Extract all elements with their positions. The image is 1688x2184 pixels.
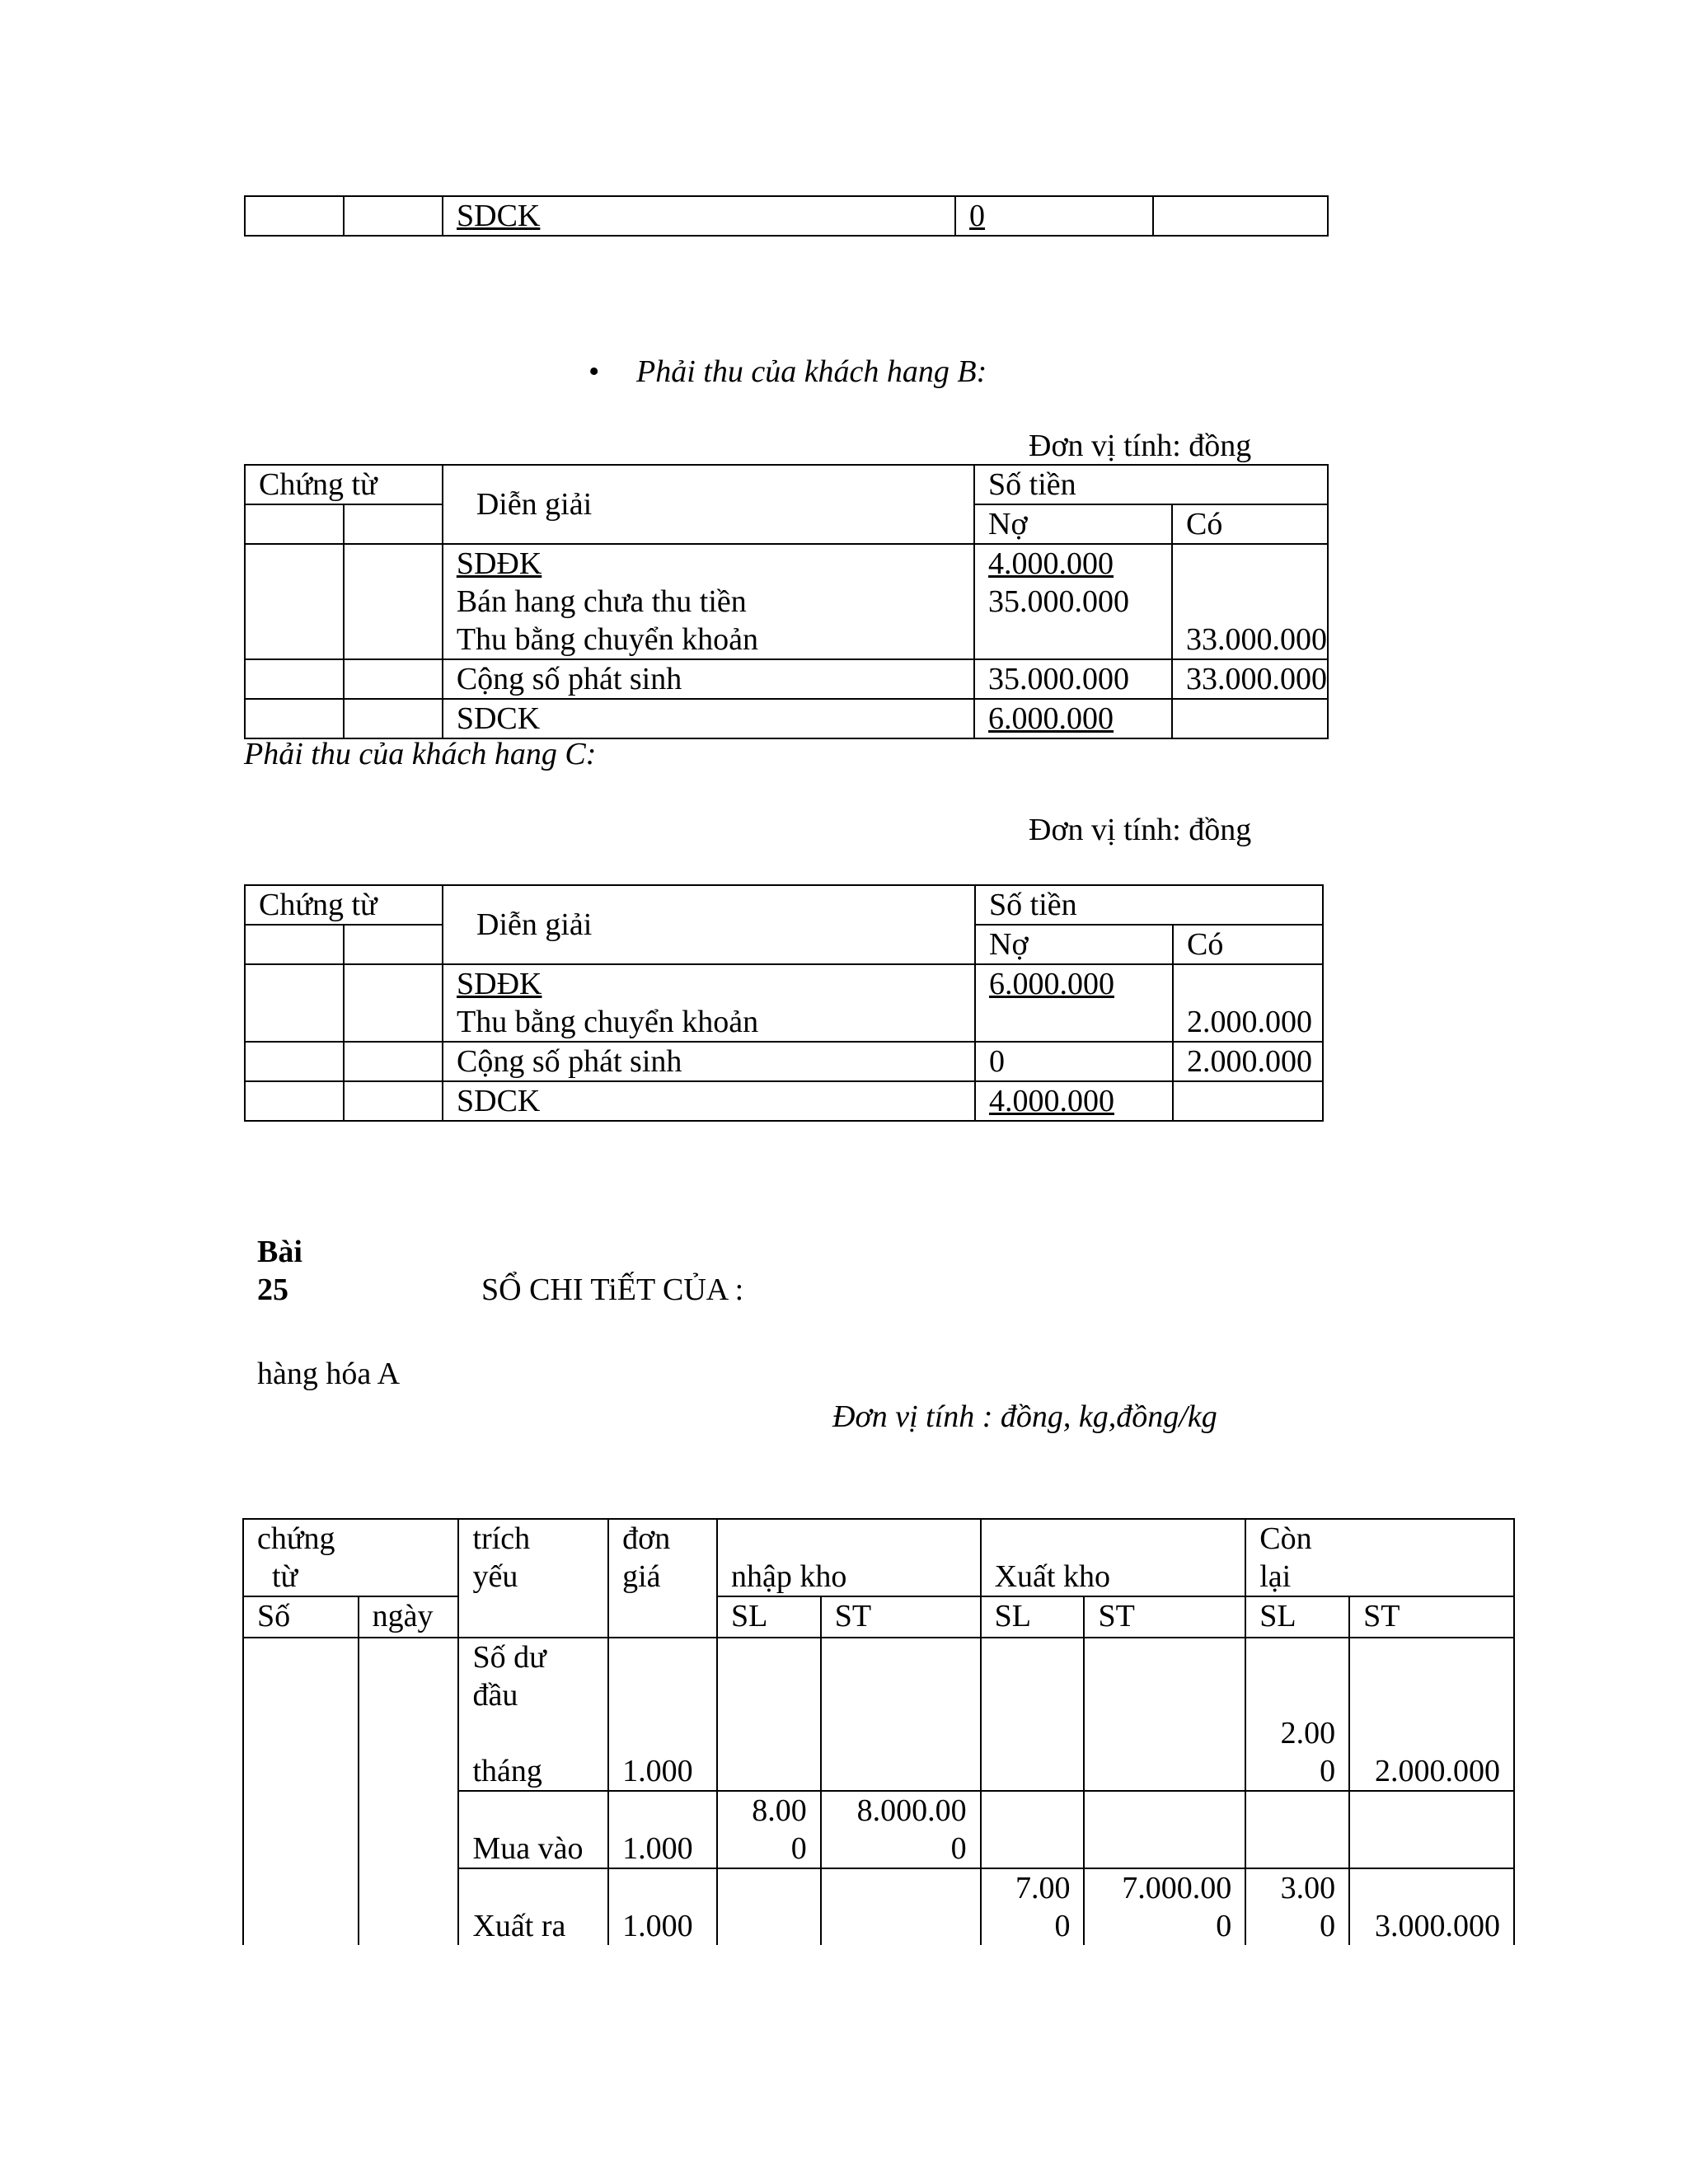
b-rows-debit: 4.000.000 35.000.000 xyxy=(974,544,1172,659)
section-c-table xyxy=(244,884,1324,1122)
b-header-credit: Có xyxy=(1172,504,1328,544)
c-total-credit: 2.000.000 xyxy=(1173,1042,1323,1081)
c-closing-desc: SDCK xyxy=(443,1081,975,1121)
b-total-credit: 33.000.000 xyxy=(1172,659,1328,699)
inv-r3-out-st: 7.000.00 0 xyxy=(1084,1868,1245,1945)
inv-r1-desc: Số dư đầu tháng xyxy=(458,1638,608,1791)
exercise-label: Bài 25 xyxy=(257,1235,302,1307)
inv-header-out-sl: SL xyxy=(981,1596,1085,1638)
table-row xyxy=(245,1042,1323,1081)
inv-header-rem-sl: SL xyxy=(1245,1596,1349,1638)
inv-r2-price: 1.000 xyxy=(608,1791,717,1868)
inv-header-out-st: ST xyxy=(1084,1596,1245,1638)
inventory-ledger-table xyxy=(242,1518,1515,1945)
top-cell-empty-2 xyxy=(344,196,443,236)
inv-r2-in-sl: 8.00 0 xyxy=(717,1791,821,1868)
c-rows-debit: 6.000.000 xyxy=(975,964,1173,1042)
inv-header-no: Số xyxy=(243,1596,359,1638)
c-header-voucher-date xyxy=(344,925,443,964)
bullet-point: • xyxy=(588,354,600,389)
inv-r3-rem-sl: 3.00 0 xyxy=(1245,1868,1349,1945)
table-row xyxy=(245,659,1328,699)
inv-header-price: đơn giá xyxy=(608,1519,717,1638)
b-header-desc: Diễn giải xyxy=(443,465,974,544)
inv-r2-in-st: 8.000.00 0 xyxy=(821,1791,981,1868)
section-b-unit: Đơn vị tính: đồng xyxy=(1029,429,1252,463)
inv-r2-desc: Mua vào xyxy=(458,1791,608,1868)
table-row xyxy=(245,544,1328,659)
table-row xyxy=(245,964,1323,1042)
section-b-title: Phải thu của khách hang B: xyxy=(636,354,987,389)
b-closing-debit: 6.000.000 xyxy=(974,699,1172,738)
b-header-voucher: Chứng từ xyxy=(245,465,443,504)
table-row xyxy=(243,1638,1514,1791)
inv-header-desc: trích yếu xyxy=(458,1519,608,1638)
top-ledger-table xyxy=(244,195,1329,237)
section-c-unit: Đơn vị tính: đồng xyxy=(1029,813,1252,847)
c-header-voucher: Chứng từ xyxy=(245,885,443,925)
b-header-amount: Số tiền xyxy=(974,465,1328,504)
top-cell-label xyxy=(443,196,955,236)
inv-header-remain: Còn lại xyxy=(1245,1519,1514,1596)
c-header-credit: Có xyxy=(1173,925,1323,964)
b-closing-credit xyxy=(1172,699,1328,738)
inv-r3-rem-st: 3.000.000 xyxy=(1349,1868,1514,1945)
top-sdck-label: SDCK xyxy=(457,199,541,233)
top-cell-empty-1 xyxy=(245,196,344,236)
c-header-amount: Số tiền xyxy=(975,885,1323,925)
inv-header-rem-st: ST xyxy=(1349,1596,1514,1638)
c-header-desc: Diễn giải xyxy=(443,885,975,964)
inv-header-out: Xuất kho xyxy=(981,1519,1246,1596)
inv-r1-rem-st: 2.000.000 xyxy=(1349,1638,1514,1791)
table-row xyxy=(245,699,1328,738)
inv-r1-price: 1.000 xyxy=(608,1638,717,1791)
inv-r3-desc: Xuất ra xyxy=(458,1868,608,1945)
inv-header-date: ngày xyxy=(359,1596,459,1638)
table-row xyxy=(245,1081,1323,1121)
c-closing-debit: 4.000.000 xyxy=(975,1081,1173,1121)
inv-header-in: nhập kho xyxy=(717,1519,981,1596)
top-sdck-value: 0 xyxy=(969,199,985,233)
c-rows-credit: 2.000.000 xyxy=(1173,964,1323,1042)
ledger-heading: SỔ CHI TiẾT CỦA : xyxy=(481,1272,744,1307)
b-header-voucher-date xyxy=(344,504,443,544)
top-cell-debit xyxy=(955,196,1153,236)
b-header-debit: Nợ xyxy=(974,504,1172,544)
inv-header-in-st: ST xyxy=(821,1596,981,1638)
inv-r3-price: 1.000 xyxy=(608,1868,717,1945)
b-total-desc: Cộng số phát sinh xyxy=(443,659,974,699)
section-b-table xyxy=(244,464,1329,739)
c-header-voucher-no xyxy=(245,925,344,964)
inv-header-voucher: chứng từ xyxy=(243,1519,458,1596)
c-rows-desc: SDĐK Thu bằng chuyển khoản xyxy=(443,964,975,1042)
c-total-desc: Cộng số phát sinh xyxy=(443,1042,975,1081)
section-c-title: Phải thu của khách hang C: xyxy=(244,737,597,771)
item-name: hàng hóa A xyxy=(257,1357,401,1391)
inv-r1-rem-sl: 2.00 0 xyxy=(1245,1638,1349,1791)
inv-header-in-sl: SL xyxy=(717,1596,821,1638)
inv-r3-out-sl: 7.00 0 xyxy=(981,1868,1085,1945)
c-header-debit: Nợ xyxy=(975,925,1173,964)
b-rows-desc: SDĐK Bán hang chưa thu tiền Thu bằng chuyển khoản xyxy=(443,544,974,659)
b-header-voucher-no xyxy=(245,504,344,544)
b-rows-credit: 33.000.000 xyxy=(1172,544,1328,659)
b-total-debit: 35.000.000 xyxy=(974,659,1172,699)
b-closing-desc: SDCK xyxy=(443,699,974,738)
c-total-debit: 0 xyxy=(975,1042,1173,1081)
c-closing-credit xyxy=(1173,1081,1323,1121)
top-cell-credit xyxy=(1153,196,1328,236)
ledger-unit: Đơn vị tính : đồng, kg,đồng/kg xyxy=(832,1399,1217,1434)
